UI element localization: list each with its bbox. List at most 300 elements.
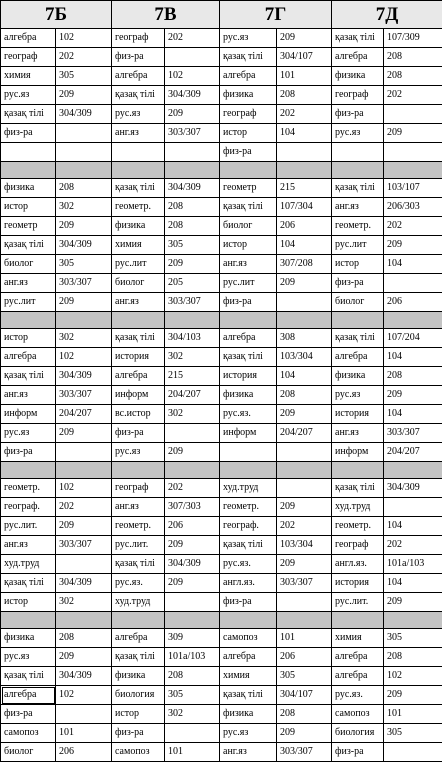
subject-cell[interactable]: химия	[220, 667, 277, 686]
subject-cell[interactable]	[332, 143, 384, 162]
lesson-row	[1, 705, 442, 724]
day-separator	[1, 312, 442, 329]
room-cell[interactable]: 202	[277, 517, 332, 536]
room-cell[interactable]: 107/309	[384, 29, 442, 48]
subject-cell[interactable]: анг.яз	[112, 498, 165, 517]
room-cell[interactable]: 102	[56, 686, 112, 705]
lesson-row	[1, 255, 442, 274]
subject-cell[interactable]: рус.яз	[332, 386, 384, 405]
subject-cell[interactable]: истор	[1, 198, 56, 217]
subject-cell[interactable]: геометр.	[112, 517, 165, 536]
room-cell[interactable]: 209	[277, 405, 332, 424]
room-cell[interactable]: 102	[384, 667, 442, 686]
lesson-row	[1, 86, 442, 105]
subject-cell[interactable]: рус.яз	[112, 443, 165, 462]
subject-cell[interactable]: физ-ра	[332, 105, 384, 124]
subject-cell[interactable]	[112, 143, 165, 162]
subject-cell[interactable]: истор	[220, 124, 277, 143]
room-cell[interactable]: 209	[165, 105, 220, 124]
room-cell[interactable]: 303/307	[56, 274, 112, 293]
room-cell[interactable]: 206	[277, 217, 332, 236]
room-cell[interactable]	[277, 593, 332, 612]
subject-cell[interactable]: вс.истор	[112, 405, 165, 424]
subject-cell[interactable]: биология	[112, 686, 165, 705]
room-cell[interactable]: 305	[384, 629, 442, 648]
subject-cell[interactable]: физика	[332, 367, 384, 386]
room-cell[interactable]: 208	[384, 67, 442, 86]
room-cell[interactable]	[384, 274, 442, 293]
subject-cell[interactable]: биолог	[1, 743, 56, 762]
subject-cell[interactable]: географ	[112, 479, 165, 498]
room-cell[interactable]: 305	[56, 255, 112, 274]
subject-cell[interactable]: рус.лит.	[1, 517, 56, 536]
subject-cell[interactable]: биолог	[1, 255, 56, 274]
room-cell[interactable]: 208	[384, 648, 442, 667]
room-cell[interactable]: 303/307	[384, 424, 442, 443]
room-cell[interactable]: 304/309	[384, 479, 442, 498]
subject-cell[interactable]: алгебра	[112, 367, 165, 386]
room-cell[interactable]: 309	[165, 629, 220, 648]
room-cell[interactable]: 304/309	[56, 667, 112, 686]
room-cell[interactable]: 202	[165, 29, 220, 48]
subject-cell[interactable]: физ-ра	[220, 143, 277, 162]
room-cell[interactable]: 202	[56, 498, 112, 517]
subject-cell[interactable]: биология	[332, 724, 384, 743]
room-cell[interactable]	[56, 555, 112, 574]
room-cell[interactable]: 208	[56, 629, 112, 648]
class-header[interactable]: 7Д	[332, 1, 442, 29]
subject-cell[interactable]: анг.яз	[112, 124, 165, 143]
room-cell[interactable]: 104	[277, 367, 332, 386]
room-cell[interactable]: 101	[165, 743, 220, 762]
subject-cell[interactable]: информ	[1, 405, 56, 424]
room-cell[interactable]: 107/304	[277, 198, 332, 217]
room-cell[interactable]: 101	[56, 724, 112, 743]
subject-cell[interactable]: рус.яз	[1, 648, 56, 667]
subject-cell[interactable]: геометр.	[112, 198, 165, 217]
subject-cell[interactable]: рус.яз.	[220, 405, 277, 424]
subject-cell[interactable]: анг.яз	[332, 198, 384, 217]
room-cell[interactable]: 209	[56, 86, 112, 105]
subject-cell[interactable]: алгебра	[112, 67, 165, 86]
subject-cell[interactable]: геометр	[1, 217, 56, 236]
room-cell[interactable]: 209	[384, 686, 442, 705]
room-cell[interactable]: 208	[165, 667, 220, 686]
room-cell[interactable]: 215	[277, 179, 332, 198]
subject-cell[interactable]: рус.яз.	[112, 574, 165, 593]
subject-cell[interactable]: физика	[220, 86, 277, 105]
class-header[interactable]: 7В	[112, 1, 220, 29]
subject-cell[interactable]: алгебра	[1, 348, 56, 367]
room-cell[interactable]: 202	[165, 479, 220, 498]
room-cell[interactable]: 208	[384, 367, 442, 386]
subject-cell[interactable]: рус.яз.	[332, 686, 384, 705]
room-cell[interactable]: 204/207	[277, 424, 332, 443]
subject-cell[interactable]: самопоз	[220, 629, 277, 648]
subject-cell[interactable]: история	[112, 348, 165, 367]
room-cell[interactable]: 209	[384, 236, 442, 255]
subject-cell[interactable]: худ.труд	[220, 479, 277, 498]
room-cell[interactable]	[277, 143, 332, 162]
subject-cell[interactable]: история	[332, 405, 384, 424]
room-cell[interactable]: 103/304	[277, 536, 332, 555]
room-cell[interactable]	[277, 443, 332, 462]
room-cell[interactable]	[56, 443, 112, 462]
subject-cell[interactable]: физ-ра	[1, 443, 56, 462]
subject-cell[interactable]: қазақ тілі	[1, 105, 56, 124]
room-cell[interactable]: 304/107	[277, 48, 332, 67]
class-header[interactable]: 7Г	[220, 1, 332, 29]
room-cell[interactable]: 302	[56, 329, 112, 348]
room-cell[interactable]: 209	[277, 29, 332, 48]
room-cell[interactable]: 308	[277, 329, 332, 348]
room-cell[interactable]: 208	[165, 217, 220, 236]
room-cell[interactable]: 303/307	[165, 124, 220, 143]
room-cell[interactable]: 104	[277, 236, 332, 255]
room-cell[interactable]: 209	[165, 574, 220, 593]
room-cell[interactable]	[277, 293, 332, 312]
subject-cell[interactable]: алгебра	[332, 48, 384, 67]
subject-cell[interactable]: физика	[112, 217, 165, 236]
room-cell[interactable]: 205	[165, 274, 220, 293]
subject-cell[interactable]: геометр.	[220, 498, 277, 517]
room-cell[interactable]: 102	[165, 67, 220, 86]
room-cell[interactable]: 209	[165, 536, 220, 555]
room-cell[interactable]	[165, 424, 220, 443]
subject-cell[interactable]: алгебра	[112, 629, 165, 648]
room-cell[interactable]: 305	[56, 67, 112, 86]
subject-cell[interactable]: геометр	[220, 179, 277, 198]
subject-cell[interactable]	[220, 443, 277, 462]
subject-cell[interactable]: рус.яз	[112, 105, 165, 124]
room-cell[interactable]: 202	[277, 105, 332, 124]
subject-cell[interactable]: рус.яз	[220, 724, 277, 743]
room-cell[interactable]: 209	[165, 255, 220, 274]
room-cell[interactable]: 302	[165, 705, 220, 724]
room-cell[interactable]: 209	[277, 498, 332, 517]
subject-cell[interactable]: геометр.	[332, 517, 384, 536]
separator-cell	[220, 162, 277, 179]
room-cell[interactable]: 209	[56, 293, 112, 312]
subject-cell[interactable]: физ-ра	[220, 593, 277, 612]
subject-cell[interactable]: англ.яз.	[220, 574, 277, 593]
class-header[interactable]: 7Б	[1, 1, 112, 29]
room-cell[interactable]: 209	[56, 217, 112, 236]
room-cell[interactable]: 101	[277, 67, 332, 86]
subject-cell[interactable]: биолог	[112, 274, 165, 293]
room-cell[interactable]: 104	[277, 124, 332, 143]
room-cell[interactable]: 305	[277, 667, 332, 686]
subject-cell[interactable]: қазақ тілі	[1, 667, 56, 686]
room-cell[interactable]: 101	[277, 629, 332, 648]
room-cell[interactable]	[56, 705, 112, 724]
room-cell[interactable]	[165, 143, 220, 162]
room-cell[interactable]: 208	[165, 198, 220, 217]
subject-cell[interactable]: рус.лит	[332, 236, 384, 255]
subject-cell[interactable]: қазақ тілі	[220, 686, 277, 705]
room-cell[interactable]: 303/307	[56, 536, 112, 555]
subject-cell[interactable]: қазақ тілі	[332, 179, 384, 198]
room-cell[interactable]	[56, 124, 112, 143]
subject-cell[interactable]: истор	[1, 593, 56, 612]
room-cell[interactable]	[384, 498, 442, 517]
room-cell[interactable]: 208	[277, 86, 332, 105]
room-cell[interactable]: 302	[56, 593, 112, 612]
lesson-row	[1, 367, 442, 386]
subject-cell[interactable]: история	[220, 367, 277, 386]
subject-cell[interactable]: физ-ра	[1, 705, 56, 724]
room-cell[interactable]: 302	[165, 405, 220, 424]
room-cell[interactable]: 202	[384, 217, 442, 236]
room-cell[interactable]: 103/304	[277, 348, 332, 367]
room-cell[interactable]: 102	[56, 348, 112, 367]
subject-cell[interactable]: қазақ тілі	[112, 329, 165, 348]
lesson-row	[1, 274, 442, 293]
separator-cell	[220, 612, 277, 629]
separator-cell	[277, 462, 332, 479]
room-cell[interactable]: 204/207	[56, 405, 112, 424]
subject-cell[interactable]: анг.яз	[220, 255, 277, 274]
subject-cell[interactable]: рус.яз	[220, 29, 277, 48]
lesson-row	[1, 479, 442, 498]
day-separator	[1, 162, 442, 179]
subject-cell[interactable]: информ	[112, 386, 165, 405]
subject-cell[interactable]: алгебра	[1, 29, 56, 48]
room-cell[interactable]: 204/207	[165, 386, 220, 405]
subject-cell[interactable]: физ-ра	[332, 274, 384, 293]
room-cell[interactable]: 302	[165, 348, 220, 367]
room-cell[interactable]	[277, 479, 332, 498]
room-cell[interactable]: 209	[384, 593, 442, 612]
room-cell[interactable]: 209	[165, 443, 220, 462]
room-cell[interactable]	[384, 105, 442, 124]
room-cell[interactable]	[384, 143, 442, 162]
subject-cell[interactable]: анг.яз	[220, 743, 277, 762]
room-cell[interactable]: 304/309	[56, 236, 112, 255]
subject-cell[interactable]: алгебра	[220, 648, 277, 667]
subject-cell[interactable]: қазақ тілі	[332, 329, 384, 348]
subject-cell[interactable]: физ-ра	[112, 724, 165, 743]
subject-cell[interactable]: географ	[220, 105, 277, 124]
separator-cell	[220, 312, 277, 329]
subject-cell[interactable]: анг.яз	[1, 386, 56, 405]
room-cell[interactable]: 209	[384, 124, 442, 143]
room-cell[interactable]: 208	[384, 48, 442, 67]
room-cell[interactable]: 209	[56, 424, 112, 443]
room-cell[interactable]: 102	[56, 29, 112, 48]
room-cell[interactable]: 209	[56, 517, 112, 536]
subject-cell[interactable]: худ.труд	[112, 593, 165, 612]
subject-cell[interactable]: анг.яз	[112, 293, 165, 312]
subject-cell[interactable]: алгебра	[332, 648, 384, 667]
subject-cell[interactable]: алгебра	[332, 667, 384, 686]
lesson-row	[1, 348, 442, 367]
room-cell[interactable]: 104	[384, 574, 442, 593]
room-cell[interactable]	[56, 143, 112, 162]
subject-cell[interactable]: физика	[1, 179, 56, 198]
subject-cell[interactable]: худ.труд	[332, 498, 384, 517]
subject-cell[interactable]: қазақ тілі	[112, 179, 165, 198]
subject-cell[interactable]: химия	[1, 67, 56, 86]
subject-cell[interactable]: самопоз	[1, 724, 56, 743]
subject-cell[interactable]: истор	[332, 255, 384, 274]
room-cell[interactable]: 206	[384, 293, 442, 312]
subject-cell[interactable]: алгебра	[220, 67, 277, 86]
subject-cell[interactable]: қазақ тілі	[1, 574, 56, 593]
subject-cell[interactable]: худ.труд	[1, 555, 56, 574]
subject-cell[interactable]: рус.лит	[1, 293, 56, 312]
subject-cell[interactable]: қазақ тілі	[1, 367, 56, 386]
room-cell[interactable]: 304/309	[165, 179, 220, 198]
room-cell[interactable]: 209	[277, 274, 332, 293]
room-cell[interactable]: 307/303	[165, 498, 220, 517]
subject-cell[interactable]: анг.яз	[1, 536, 56, 555]
room-cell[interactable]: 206	[56, 743, 112, 762]
subject-cell[interactable]: қазақ тілі	[220, 348, 277, 367]
room-cell[interactable]: 307/208	[277, 255, 332, 274]
room-cell[interactable]: 303/307	[277, 574, 332, 593]
room-cell[interactable]	[165, 48, 220, 67]
subject-cell[interactable]: физ-ра	[220, 293, 277, 312]
room-cell[interactable]: 302	[56, 198, 112, 217]
room-cell[interactable]: 103/107	[384, 179, 442, 198]
room-cell[interactable]: 208	[277, 386, 332, 405]
subject-cell[interactable]: географ	[332, 536, 384, 555]
room-cell[interactable]: 304/107	[277, 686, 332, 705]
room-cell[interactable]	[165, 724, 220, 743]
subject-cell[interactable]: истор	[220, 236, 277, 255]
room-cell[interactable]: 304/309	[56, 367, 112, 386]
room-cell[interactable]: 304/309	[56, 105, 112, 124]
subject-cell[interactable]	[1, 143, 56, 162]
subject-cell[interactable]: рус.лит.	[332, 593, 384, 612]
subject-cell[interactable]: географ	[1, 48, 56, 67]
room-cell[interactable]: 208	[277, 705, 332, 724]
subject-cell[interactable]: анг.яз	[1, 274, 56, 293]
subject-cell[interactable]: қазақ тілі	[112, 555, 165, 574]
subject-cell[interactable]: физика	[1, 629, 56, 648]
subject-cell[interactable]: рус.яз	[1, 86, 56, 105]
subject-cell[interactable]: алгебра	[332, 348, 384, 367]
subject-cell[interactable]: химия	[332, 629, 384, 648]
subject-cell[interactable]: биолог	[220, 217, 277, 236]
room-cell[interactable]: 304/103	[165, 329, 220, 348]
subject-cell[interactable]: физика	[112, 667, 165, 686]
subject-cell[interactable]: қазақ тілі	[220, 198, 277, 217]
separator-cell	[165, 462, 220, 479]
room-cell[interactable]: 304/309	[56, 574, 112, 593]
subject-cell[interactable]: англ.яз.	[332, 555, 384, 574]
room-cell[interactable]: 104	[384, 348, 442, 367]
subject-cell[interactable]: рус.лит	[220, 274, 277, 293]
room-cell[interactable]: 102	[56, 479, 112, 498]
subject-cell[interactable]: информ	[220, 424, 277, 443]
separator-cell	[56, 312, 112, 329]
subject-cell[interactable]: самопоз	[332, 705, 384, 724]
subject-cell[interactable]: алгебра	[1, 686, 56, 705]
room-cell[interactable]: 104	[384, 405, 442, 424]
subject-cell[interactable]: қазақ тілі	[220, 48, 277, 67]
room-cell[interactable]: 206	[277, 648, 332, 667]
subject-cell[interactable]: қазақ тілі	[112, 86, 165, 105]
room-cell[interactable]: 304/309	[165, 86, 220, 105]
subject-cell[interactable]: геометр.	[1, 479, 56, 498]
subject-cell[interactable]: рус.лит.	[112, 536, 165, 555]
room-cell[interactable]: 206	[165, 517, 220, 536]
subject-cell[interactable]: қазақ тілі	[332, 29, 384, 48]
subject-cell[interactable]: қазақ тілі	[1, 236, 56, 255]
room-cell[interactable]: 304/309	[165, 555, 220, 574]
subject-cell[interactable]: географ.	[1, 498, 56, 517]
room-cell[interactable]: 202	[384, 86, 442, 105]
room-cell[interactable]: 209	[277, 555, 332, 574]
subject-cell[interactable]: рус.яз	[332, 124, 384, 143]
subject-cell[interactable]: геометр.	[332, 217, 384, 236]
lesson-row	[1, 29, 442, 48]
subject-cell[interactable]: физика	[332, 67, 384, 86]
subject-cell[interactable]: физ-ра	[112, 424, 165, 443]
subject-cell[interactable]: физика	[220, 705, 277, 724]
subject-cell[interactable]: рус.яз.	[220, 555, 277, 574]
subject-cell[interactable]: географ	[332, 86, 384, 105]
subject-cell[interactable]: физ-ра	[112, 48, 165, 67]
room-cell[interactable]: 303/307	[165, 293, 220, 312]
room-cell[interactable]: 107/204	[384, 329, 442, 348]
subject-cell[interactable]: географ	[112, 29, 165, 48]
room-cell[interactable]: 305	[165, 236, 220, 255]
room-cell[interactable]: 104	[384, 255, 442, 274]
room-cell[interactable]	[384, 743, 442, 762]
subject-cell[interactable]: самопоз	[112, 743, 165, 762]
subject-cell[interactable]: физ-ра	[332, 743, 384, 762]
room-cell[interactable]: 206/303	[384, 198, 442, 217]
room-cell[interactable]: 303/307	[56, 386, 112, 405]
subject-cell[interactable]: қазақ тілі	[332, 479, 384, 498]
room-cell[interactable]: 305	[165, 686, 220, 705]
room-cell[interactable]: 208	[56, 179, 112, 198]
subject-cell[interactable]: истор	[112, 705, 165, 724]
subject-cell[interactable]: рус.яз	[1, 424, 56, 443]
subject-cell[interactable]: рус.лит	[112, 255, 165, 274]
room-cell[interactable]: 202	[384, 536, 442, 555]
subject-cell[interactable]: истор	[1, 329, 56, 348]
room-cell[interactable]: 101	[384, 705, 442, 724]
subject-cell[interactable]: история	[332, 574, 384, 593]
room-cell[interactable]: 215	[165, 367, 220, 386]
room-cell[interactable]: 202	[56, 48, 112, 67]
room-cell[interactable]: 303/307	[277, 743, 332, 762]
subject-cell[interactable]: информ	[332, 443, 384, 462]
room-cell[interactable]: 209	[277, 724, 332, 743]
subject-cell[interactable]: географ.	[220, 517, 277, 536]
subject-cell[interactable]: алгебра	[220, 329, 277, 348]
subject-cell[interactable]: анг.яз	[332, 424, 384, 443]
room-cell[interactable]: 204/207	[384, 443, 442, 462]
room-cell[interactable]: 209	[56, 648, 112, 667]
room-cell[interactable]: 101а/103	[384, 555, 442, 574]
room-cell[interactable]: 101а/103	[165, 648, 220, 667]
room-cell[interactable]: 305	[384, 724, 442, 743]
room-cell[interactable]	[165, 593, 220, 612]
subject-cell[interactable]: химия	[112, 236, 165, 255]
subject-cell[interactable]: қазақ тілі	[220, 536, 277, 555]
subject-cell[interactable]: физ-ра	[1, 124, 56, 143]
subject-cell[interactable]: физика	[220, 386, 277, 405]
room-cell[interactable]: 209	[384, 386, 442, 405]
subject-cell[interactable]: биолог	[332, 293, 384, 312]
room-cell[interactable]: 104	[384, 517, 442, 536]
subject-cell[interactable]: қазақ тілі	[112, 648, 165, 667]
